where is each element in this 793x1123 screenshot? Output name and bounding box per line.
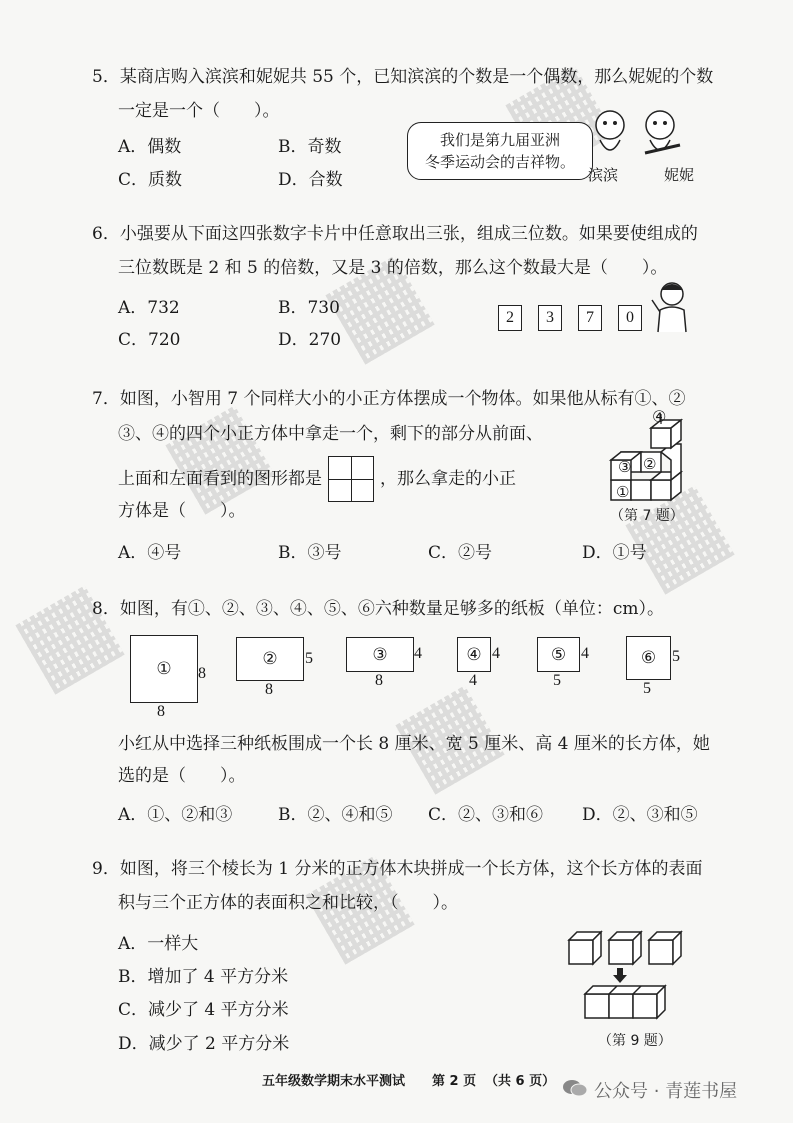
mascot-illustration [585, 105, 695, 165]
digit-card: 7 [578, 305, 602, 331]
q8-option-a: A．①、②和③ [118, 805, 233, 825]
q5-option-d: D．合数 [278, 170, 343, 190]
mascot-name-1: 滨滨 [588, 166, 619, 184]
q5-option-b: B．奇数 [278, 137, 342, 157]
q6-line1: 6．小强要从下面这四张数字卡片中任意取出三张，组成三位数。如果要使组成的 [92, 224, 698, 244]
bubble-line1: 我们是第九届亚洲 [439, 131, 560, 149]
speech-bubble [407, 122, 593, 180]
board-dim: 8 [375, 672, 383, 689]
q7-label-2: ② [643, 455, 657, 473]
digit-card: 0 [618, 305, 642, 331]
cubes-joining-figure [565, 928, 685, 1028]
board-dim: 8 [157, 703, 165, 720]
q9-caption: （第 9 题） [598, 1033, 672, 1049]
board-5 [537, 637, 580, 672]
q7-line4: 方体是（ ）。 [118, 501, 246, 521]
q7-line2: ③、④的四个小正方体中拿走一个，剩下的部分从前面、 [118, 424, 543, 444]
square-view-icon [328, 456, 374, 502]
q7-line1: 7．如图，小智用 7 个同样大小的小正方体摆成一个物体。如果他从标有①、② [92, 389, 686, 409]
board-dim: 4 [492, 645, 500, 662]
footer-page-number: 第 2 页 [432, 1074, 477, 1089]
board-dim: 4 [414, 645, 422, 662]
q7-label-3: ③ [618, 458, 632, 476]
q6-option-b: B．730 [278, 298, 340, 318]
q6-option-d: D．270 [278, 330, 342, 350]
q9-option-c: C．减少了 4 平方分米 [118, 1000, 289, 1020]
q6-option-c: C．720 [118, 330, 181, 350]
q7-option-a: A．④号 [118, 543, 182, 563]
q8-option-c: C．②、③和⑥ [428, 805, 544, 825]
mascot-name-2: 妮妮 [664, 166, 695, 184]
q7-line3-end: ，那么拿走的小正 [380, 469, 516, 489]
board-dim: 5 [305, 650, 313, 667]
q8-line2: 小红从中选择三种纸板围成一个长 8 厘米、宽 5 厘米、高 4 厘米的长方体，她 [118, 734, 710, 754]
q8-option-d: D．②、③和⑤ [582, 805, 698, 825]
q5-line2: 一定是一个（ ）。 [118, 101, 280, 121]
boy-illustration [648, 280, 693, 335]
board-label: ③ [372, 644, 388, 665]
q6-option-a: A．732 [118, 298, 180, 318]
board-3 [346, 637, 414, 672]
bubble-line2: 冬季运动会的吉祥物。 [424, 153, 575, 171]
q7-label-1: ① [616, 483, 630, 501]
q8-line3: 选的是（ ）。 [118, 766, 246, 786]
board-dim: 4 [469, 672, 477, 689]
board-label: ② [262, 649, 278, 669]
q9-option-d: D．减少了 2 平方分米 [118, 1034, 290, 1054]
q7-option-d: D．①号 [582, 543, 647, 563]
board-label: ④ [466, 644, 482, 665]
q7-caption: （第 7 题） [610, 508, 684, 524]
digit-card: 2 [498, 305, 522, 331]
q5-option-c: C．质数 [118, 170, 183, 190]
q8-option-b: B．②、④和⑤ [278, 805, 393, 825]
q9-option-a: A．一样大 [118, 934, 199, 954]
board-dim: 5 [553, 672, 561, 689]
q5-line1: 5．某商店购入滨滨和妮妮共 55 个，已知滨滨的个数是一个偶数，那么妮妮的个数 [92, 67, 714, 87]
board-dim: 8 [265, 681, 273, 698]
board-label: ⑥ [640, 648, 657, 668]
board-4 [457, 637, 491, 672]
wechat-icon [562, 1078, 588, 1098]
q7-option-b: B．③号 [278, 543, 342, 563]
q6-line2: 三位数既是 2 和 5 的倍数，又是 3 的倍数，那么这个数最大是（ ）。 [118, 258, 668, 278]
q7-line3 [118, 455, 516, 503]
board-2 [236, 637, 304, 681]
board-dim: 5 [643, 680, 651, 697]
q5-option-a: A．偶数 [118, 137, 182, 157]
q8-line1: 8．如图，有①、②、③、④、⑤、⑥六种数量足够多的纸板（单位：cm）。 [92, 599, 664, 619]
q9-line2: 积与三个正方体的表面积之和比较，（ ）。 [118, 893, 458, 913]
q7-label-4: ④ [652, 407, 667, 426]
footer-exam-title: 五年级数学期末水平测试 [262, 1074, 406, 1089]
q9-option-b: B．增加了 4 平方分米 [118, 967, 289, 987]
q7-line3-start: 上面和左面看到的图形都是 [118, 469, 322, 489]
board-dim: 5 [672, 648, 680, 665]
board-label: ⑤ [550, 644, 567, 665]
board-dim: 4 [581, 645, 589, 662]
digit-card: 3 [538, 305, 562, 331]
board-1 [130, 635, 198, 703]
q9-line1: 9．如图，将三个棱长为 1 分米的正方体木块拼成一个长方体，这个长方体的表面 [92, 859, 703, 879]
q7-option-c: C．②号 [428, 543, 493, 563]
footer-watermark: 公众号 · 青莲书屋 [594, 1081, 738, 1102]
board-dim: 8 [198, 665, 206, 682]
footer-page-total: （共 6 页） [485, 1074, 556, 1089]
board-label: ① [156, 659, 172, 679]
board-6 [626, 636, 671, 680]
